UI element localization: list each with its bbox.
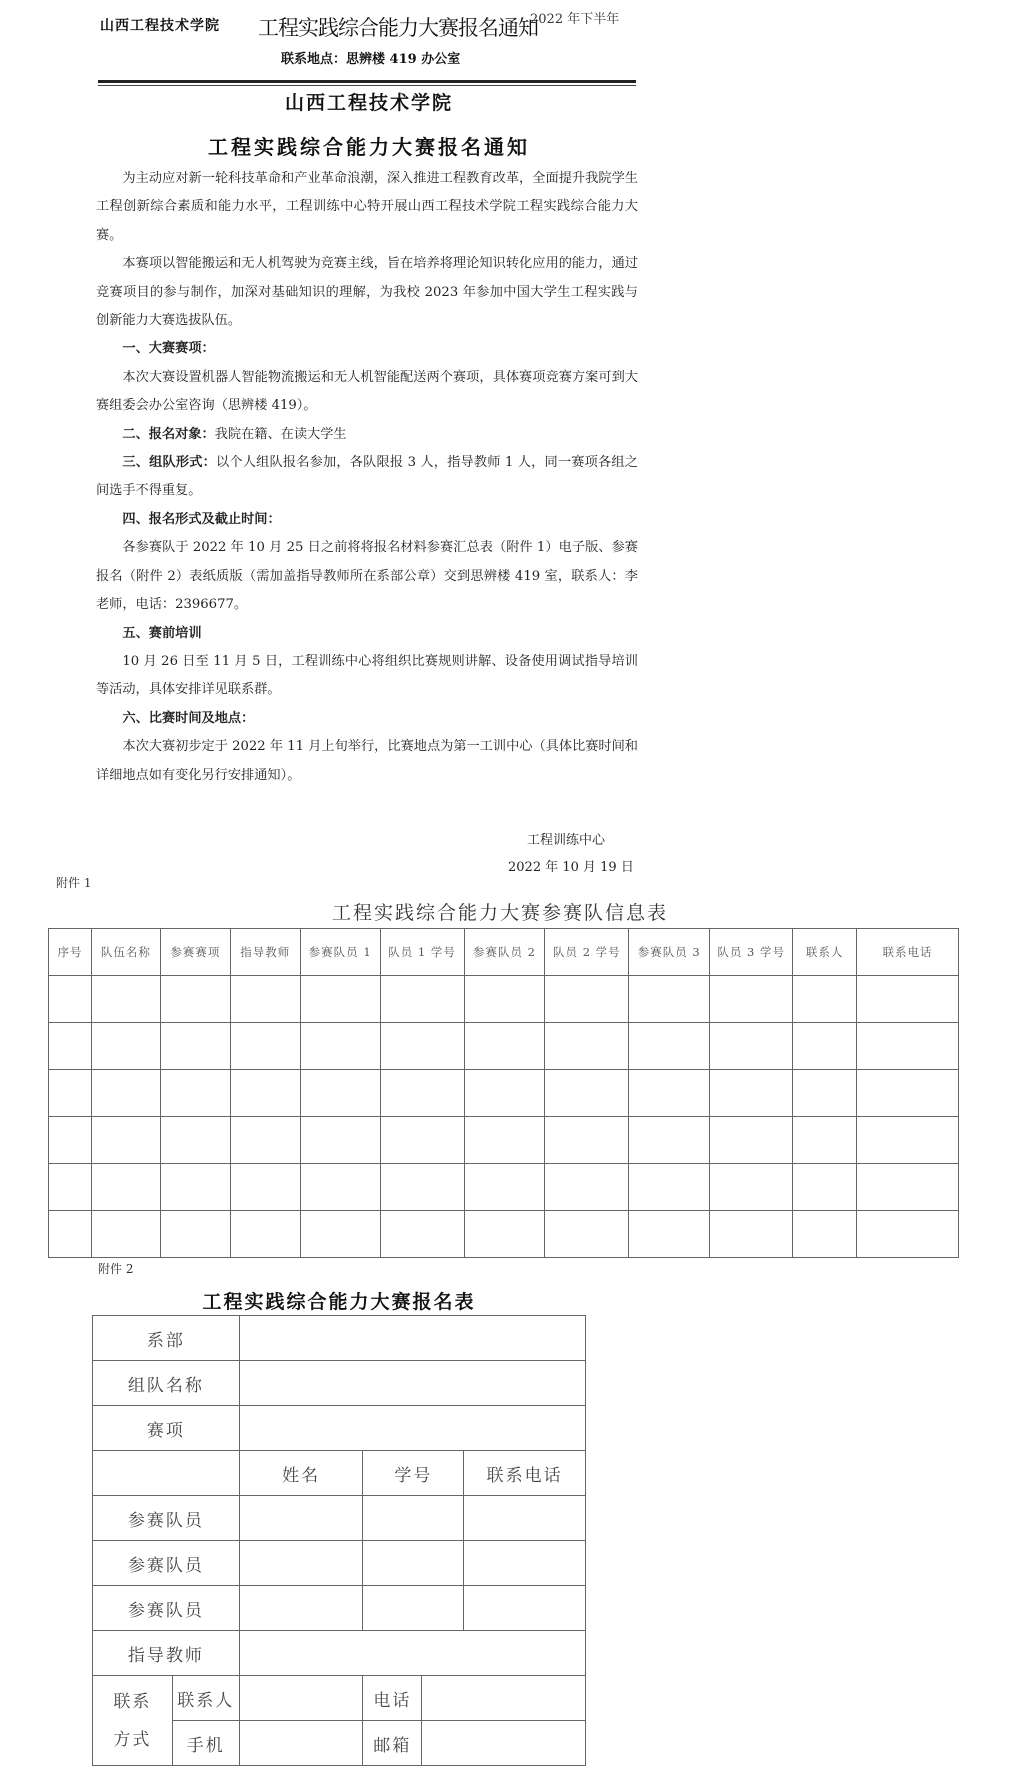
input-member-id[interactable] — [363, 1586, 464, 1631]
team-info-cell[interactable] — [380, 1023, 464, 1070]
letterhead-contact-location: 联系地点：思辨楼 419 办公室 — [281, 52, 461, 67]
input-member-phone[interactable] — [464, 1586, 586, 1631]
team-info-cell[interactable] — [49, 976, 92, 1023]
team-info-cell[interactable] — [629, 976, 710, 1023]
paragraph-intro: 为主动应对新一轮科技革命和产业革命浪潮，深入推进工程教育改革，全面提升我院学生工程创新综合素质和能力水平，工程训练中心特开展山西工程技术学院工程实践综合能力大赛。 — [96, 171, 638, 243]
team-info-cell[interactable] — [545, 1164, 629, 1211]
team-info-cell[interactable] — [91, 1023, 160, 1070]
team-info-cell[interactable] — [857, 1164, 959, 1211]
team-info-row — [49, 976, 959, 1023]
section-time-location-body: 本次大赛初步定于 2022 年 11 月上旬举行，比赛地点为第一工训中心（具体比赛时间和详细地点如有变化另行安排通知）。 — [96, 739, 638, 783]
input-mobile[interactable] — [239, 1721, 363, 1766]
team-info-cell[interactable] — [857, 1211, 959, 1258]
form-row-member-1 — [93, 1496, 586, 1541]
team-info-cell[interactable] — [464, 976, 545, 1023]
team-info-cell[interactable] — [380, 976, 464, 1023]
column-header: 序号 — [49, 929, 92, 976]
team-info-cell[interactable] — [629, 1023, 710, 1070]
team-info-cell[interactable] — [545, 1117, 629, 1164]
team-info-cell[interactable] — [710, 1164, 793, 1211]
section-events-body: 本次大赛设置机器人智能物流搬运和无人机智能配送两个赛项，具体赛项竞赛方案可到大赛组委会办公室咨询（思辨楼 419）。 — [96, 369, 638, 414]
column-header-phone: 联系电话 — [464, 1451, 586, 1496]
notice-title: 工程实践综合能力大赛报名通知 — [208, 135, 530, 159]
paragraph-purpose: 本赛项以智能搬运和无人机驾驶为竞赛主线，旨在培养将理论知识转化应用的能力，通过竞赛项目的参与制作，加深对基础知识的理解，为我校 2023 年参加中国大学生工程实践与创新能力大赛选拔队伍。 — [96, 256, 638, 329]
column-header-student-id: 学号 — [363, 1451, 464, 1496]
team-info-row — [49, 1164, 959, 1211]
team-info-row — [49, 1070, 959, 1117]
input-member-name[interactable] — [239, 1496, 363, 1541]
section-deadline-body: 各参赛队于 2022 年 10 月 25 日之前将将报名材料参赛汇总表（附件 1）电子版、参赛报名（附件 2）表纸质版（需加盖指导教师所在系部公章）交到思辨楼 419 室，联系人：李老师，电话：2396677。 — [96, 540, 638, 613]
team-info-cell[interactable] — [629, 1211, 710, 1258]
form-row-member-3 — [93, 1586, 586, 1631]
label-member: 参赛队员 — [93, 1541, 240, 1586]
letterhead-school-name: 山西工程技术学院 — [100, 18, 220, 34]
column-header: 参赛队员 2 — [464, 929, 545, 976]
label-contact-method-line2: 方式 — [113, 1729, 152, 1750]
team-info-cell[interactable] — [629, 1117, 710, 1164]
team-info-cell[interactable] — [793, 1070, 857, 1117]
label-advisor: 指导教师 — [93, 1631, 240, 1676]
team-info-cell[interactable] — [160, 1023, 230, 1070]
team-info-cell[interactable] — [300, 1023, 380, 1070]
section-team-format — [96, 449, 638, 506]
column-header: 参赛赛项 — [160, 929, 230, 976]
team-info-cell[interactable] — [91, 976, 160, 1023]
team-info-cell[interactable] — [49, 1211, 92, 1258]
team-info-row — [49, 1117, 959, 1164]
input-member-id[interactable] — [363, 1496, 464, 1541]
team-info-cell[interactable] — [49, 1023, 92, 1070]
form-row-department — [93, 1316, 586, 1361]
column-header: 队伍名称 — [91, 929, 160, 976]
team-info-cell[interactable] — [545, 1211, 629, 1258]
team-info-cell[interactable] — [49, 1070, 92, 1117]
input-advisor[interactable] — [239, 1631, 585, 1676]
team-info-cell[interactable] — [380, 1117, 464, 1164]
team-info-row — [49, 1023, 959, 1070]
signature-date: 2022 年 10 月 19 日 — [508, 860, 634, 875]
section-time-location-title: 六、比赛时间及地点： — [122, 710, 255, 726]
team-info-cell[interactable] — [464, 1023, 545, 1070]
team-info-cell[interactable] — [857, 1070, 959, 1117]
label-member: 参赛队员 — [93, 1496, 240, 1541]
team-info-cell[interactable] — [380, 1070, 464, 1117]
team-info-cell[interactable] — [793, 1117, 857, 1164]
form-row-team-name — [93, 1361, 586, 1406]
input-phone[interactable] — [422, 1676, 586, 1721]
team-info-cell[interactable] — [160, 1164, 230, 1211]
attachment-2-label: 附件 2 — [98, 1262, 134, 1276]
label-contact-method-line1: 联系 — [113, 1691, 152, 1712]
label-member: 参赛队员 — [93, 1586, 240, 1631]
team-info-cell[interactable] — [160, 1117, 230, 1164]
team-info-cell[interactable] — [545, 1023, 629, 1070]
team-info-cell[interactable] — [160, 1070, 230, 1117]
form-row-event — [93, 1406, 586, 1451]
letterhead-title: 工程实践综合能力大赛报名通知 — [258, 16, 538, 40]
team-info-cell[interactable] — [793, 976, 857, 1023]
section-deadline-title: 四、报名形式及截止时间： — [122, 511, 281, 527]
section-events-title: 一、大赛赛项： — [122, 341, 215, 357]
team-info-cell[interactable] — [793, 1164, 857, 1211]
section-team-format-title: 三、组队形式： — [122, 455, 217, 471]
attachment-1-title: 工程实践综合能力大赛参赛队信息表 — [331, 902, 668, 924]
section-eligibility-title: 二、报名对象： — [122, 426, 215, 442]
team-info-header-row — [49, 929, 959, 976]
column-header: 队员 2 学号 — [545, 929, 629, 976]
team-info-cell[interactable] — [710, 1023, 793, 1070]
team-info-cell[interactable] — [300, 976, 380, 1023]
input-member-phone[interactable] — [464, 1496, 586, 1541]
input-contact-person[interactable] — [239, 1676, 363, 1721]
team-info-cell[interactable] — [464, 1117, 545, 1164]
form-row-advisor — [93, 1631, 586, 1676]
team-info-cell[interactable] — [793, 1211, 857, 1258]
notice-body — [96, 165, 638, 790]
input-department[interactable] — [239, 1316, 585, 1361]
form-row-member-header — [93, 1451, 586, 1496]
team-info-table — [48, 928, 959, 1258]
team-info-cell[interactable] — [710, 976, 793, 1023]
team-info-cell[interactable] — [230, 1023, 300, 1070]
team-info-cell[interactable] — [464, 1164, 545, 1211]
team-info-cell[interactable] — [545, 976, 629, 1023]
team-info-cell[interactable] — [629, 1164, 710, 1211]
label-team-name: 组队名称 — [93, 1361, 240, 1406]
team-info-cell[interactable] — [710, 1070, 793, 1117]
team-info-cell[interactable] — [49, 1164, 92, 1211]
team-info-cell[interactable] — [91, 1211, 160, 1258]
team-info-cell[interactable] — [300, 1117, 380, 1164]
blank-cell — [93, 1451, 240, 1496]
team-info-cell[interactable] — [230, 976, 300, 1023]
team-info-row — [49, 1211, 959, 1258]
column-header: 联系人 — [793, 929, 857, 976]
column-header-name: 姓名 — [239, 1451, 363, 1496]
notice-school-heading: 山西工程技术学院 — [284, 92, 453, 114]
team-info-cell[interactable] — [300, 1211, 380, 1258]
column-header: 队员 3 学号 — [710, 929, 793, 976]
team-info-cell[interactable] — [857, 1117, 959, 1164]
team-info-cell[interactable] — [230, 1211, 300, 1258]
team-info-cell[interactable] — [380, 1211, 464, 1258]
team-info-cell[interactable] — [857, 976, 959, 1023]
section-team-format-body: 以个人组队报名参加，各队限报 3 人，指导教师 1 人，同一赛项各组之间选手不得重复。 — [96, 455, 638, 499]
label-phone: 电话 — [363, 1676, 422, 1721]
input-team-name[interactable] — [239, 1361, 585, 1406]
label-department: 系部 — [93, 1316, 240, 1361]
column-header: 联系电话 — [857, 929, 959, 976]
team-info-cell[interactable] — [464, 1070, 545, 1117]
team-info-cell[interactable] — [380, 1164, 464, 1211]
team-info-cell[interactable] — [91, 1164, 160, 1211]
label-mobile: 手机 — [172, 1721, 239, 1766]
team-info-cell[interactable] — [230, 1117, 300, 1164]
team-info-cell[interactable] — [300, 1070, 380, 1117]
section-eligibility-body: 我院在籍、在读大学生 — [214, 426, 347, 442]
team-info-cell[interactable] — [230, 1070, 300, 1117]
input-member-phone[interactable] — [464, 1541, 586, 1586]
team-info-cell[interactable] — [160, 976, 230, 1023]
team-info-cell[interactable] — [710, 1211, 793, 1258]
label-contact-method — [93, 1676, 173, 1766]
form-row-member-2 — [93, 1541, 586, 1586]
form-row-contact-1 — [93, 1676, 586, 1721]
team-info-cell[interactable] — [160, 1211, 230, 1258]
team-info-cell[interactable] — [710, 1117, 793, 1164]
attachment-1-label: 附件 1 — [56, 876, 92, 890]
attachment-2-title: 工程实践综合能力大赛报名表 — [202, 1291, 476, 1313]
input-member-name[interactable] — [239, 1541, 363, 1586]
column-header: 指导教师 — [230, 929, 300, 976]
column-header: 队员 1 学号 — [380, 929, 464, 976]
team-info-cell[interactable] — [793, 1023, 857, 1070]
input-email[interactable] — [422, 1721, 586, 1766]
team-info-cell[interactable] — [545, 1070, 629, 1117]
letterhead-term: 2022 年下半年 — [530, 12, 620, 27]
team-info-cell[interactable] — [49, 1117, 92, 1164]
registration-form-table — [92, 1315, 586, 1766]
column-header: 参赛队员 1 — [300, 929, 380, 976]
input-member-name[interactable] — [239, 1586, 363, 1631]
column-header: 参赛队员 3 — [629, 929, 710, 976]
section-training-title: 五、赛前培训 — [122, 625, 202, 641]
signature-organization: 工程训练中心 — [527, 833, 606, 848]
label-email: 邮箱 — [363, 1721, 422, 1766]
team-info-cell[interactable] — [857, 1023, 959, 1070]
input-event[interactable] — [239, 1406, 585, 1451]
section-training-body: 10 月 26 日至 11 月 5 日，工程训练中心将组织比赛规则讲解、设备使用调试指导培训等活动，具体安排详见联系群。 — [96, 653, 638, 698]
label-event: 赛项 — [93, 1406, 240, 1451]
input-member-id[interactable] — [363, 1541, 464, 1586]
label-contact-person: 联系人 — [172, 1676, 239, 1721]
letterhead-divider-thick — [98, 80, 636, 83]
team-info-cell[interactable] — [91, 1070, 160, 1117]
letterhead-divider-thin — [98, 85, 636, 86]
team-info-cell[interactable] — [230, 1164, 300, 1211]
section-eligibility — [96, 421, 638, 449]
team-info-cell[interactable] — [91, 1117, 160, 1164]
team-info-cell[interactable] — [629, 1070, 710, 1117]
team-info-cell[interactable] — [300, 1164, 380, 1211]
team-info-cell[interactable] — [464, 1211, 545, 1258]
